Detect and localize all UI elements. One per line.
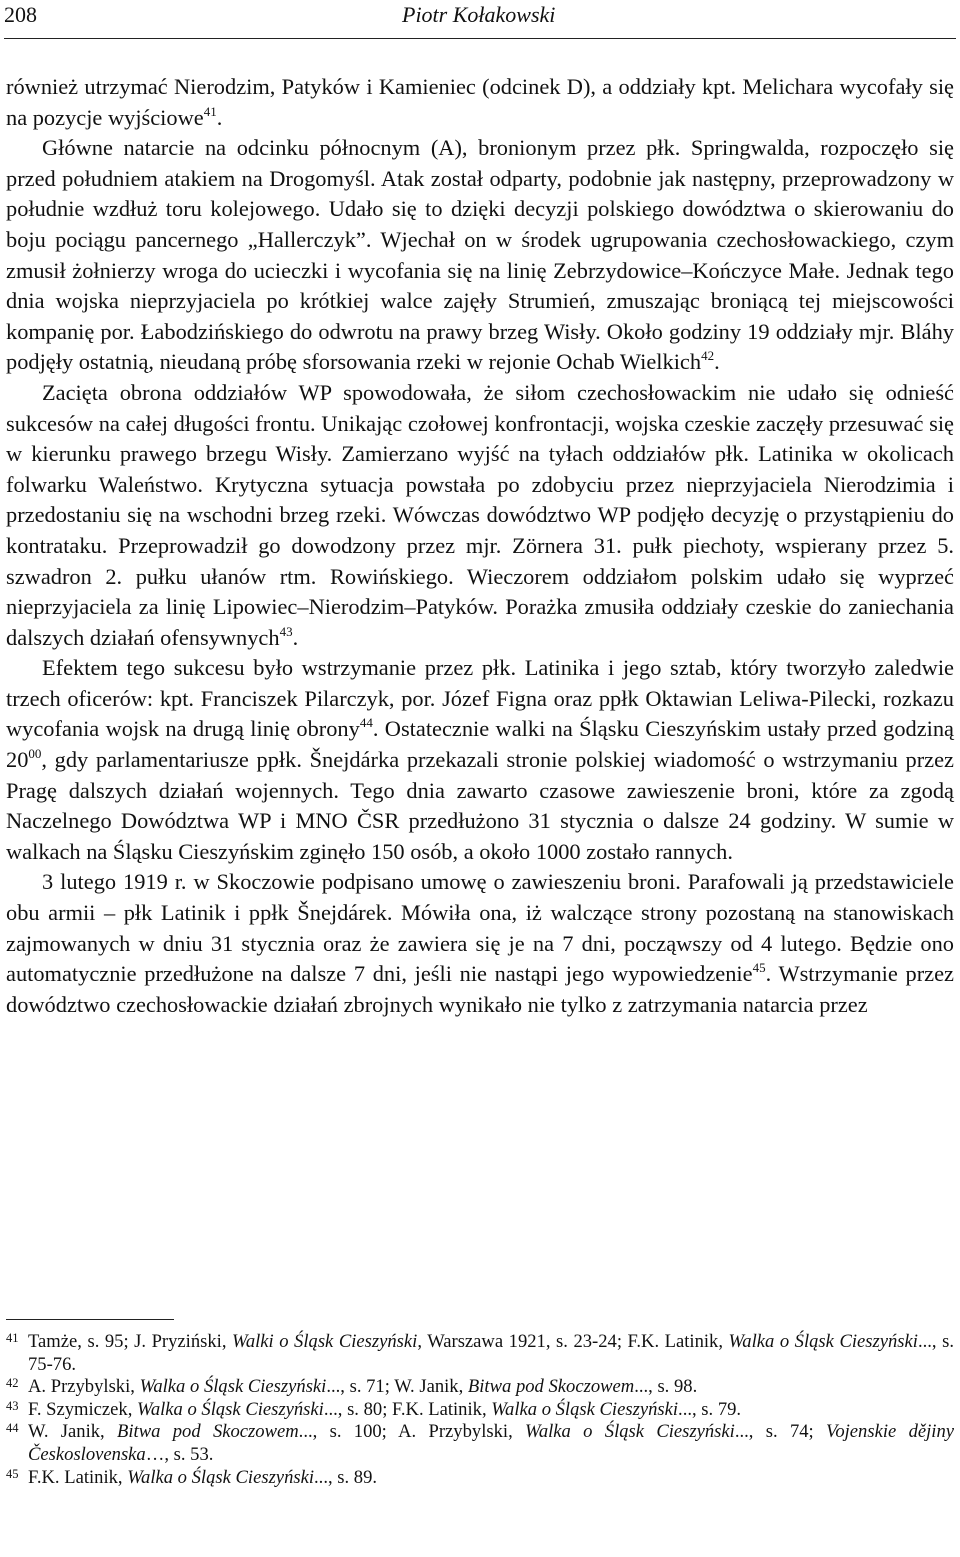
body-text xyxy=(6,72,954,1020)
text-run: Główne natarcie na odcinku północnym (A), bronionym przez płk. Springwalda, rozpoczęło się przed południem atakiem na Drogomyśl. Atak został odparty, podobnie jak następny, przeprowadzony w południe wzdłuż toru kolejowego. Udało się to dzięki decyzji polskiego dowództwa o skierowaniu do boju pociągu pancernego „Hallerczyk”. Wjechał on w środek ugrupowania czechosłowackiego, czym zmusił żołnierzy wroga do ucieczki i wycofania się na linię Zebrzydowice–Kończyce Małe. Jednak tego dnia wojska nieprzyjaciela po krótkiej walce zajęły Strumień, zmuszając broniącą tej miejscowości kompanię por. Łabodzińskiego do odwrotu na prawy brzeg Wisły. Około godziny 19 oddziały mjr. Bláhy podjęły ostatnią, nieudaną próbę sforsowania rzeki w rejonie Ochab Wielkich xyxy=(6,135,954,375)
book-title: Walka o Śląsk Cieszyński xyxy=(139,1376,327,1398)
paragraph xyxy=(6,653,954,867)
footnote-number: 41 xyxy=(6,1331,19,1345)
text-run: ..., s. 89. xyxy=(314,1466,378,1488)
footnote-ref[interactable]: 41 xyxy=(203,103,217,119)
text-run: ..., s. 80; F.K. Latinik, xyxy=(323,1398,492,1420)
book-title: Bitwa pod Skoczowem xyxy=(467,1376,635,1398)
text-run: . xyxy=(714,349,720,375)
paragraph xyxy=(6,378,954,653)
text-run: F. Szymiczek, xyxy=(28,1398,138,1420)
footnote-ref[interactable]: 44 xyxy=(359,715,373,731)
book-title: Walka o Śląsk Cieszyński xyxy=(525,1421,735,1443)
book-title: Walka o Śląsk Cieszyński xyxy=(728,1331,918,1352)
page-number: 208 xyxy=(4,2,37,27)
running-header xyxy=(4,0,956,39)
text-run: ..., s. 79. xyxy=(678,1398,742,1420)
text-run: . xyxy=(292,624,299,650)
footnote-ref[interactable]: 45 xyxy=(752,960,766,976)
text-run: …, s. 53. xyxy=(145,1443,214,1465)
paragraph xyxy=(6,133,954,378)
footnote-number: 44 xyxy=(6,1421,19,1436)
text-run: . xyxy=(216,104,223,130)
text-run: ..., s. 71; W. Janik, xyxy=(326,1376,468,1398)
book-title: Walka o Śląsk Cieszyński xyxy=(491,1398,679,1420)
footnote-number: 45 xyxy=(6,1466,19,1481)
text-run: . Ostatecznie walki na Śląsku Cieszyńskim ustały przed godziną 20 xyxy=(6,716,954,773)
footnote-ref[interactable]: 42 xyxy=(701,348,715,364)
text-run: Zacięta obrona oddziałów WP spowodowała, że siłom czechosłowackim nie udało się odnieść sukcesów na całej długości frontu. Unikając czołowej konfrontacji, wojska czeskie zaczęły przesuwać się w kierunku prawego brzegu Wisły. Zamierzano wyjść na tyłach oddziałów płk. Latinika w okolicach folwarku Waleństwo. Krytyczna sytuacja powstała po zdobyciu przez nieprzyjaciela Nierodzimia i przedostaniu się na wschodni brzeg rzeki. Wówczas dowództwo WP podjęło decyzję o przystąpieniu do kontrataku. Przeprowadził go dowodzony przez mjr. Zörnera 31. pułk piechoty, wspierany przez 5. szwadron 2. pułku ułanów rtm. Rowińskiego. Wieczorem oddziałom polskim udało się wyprzeć nieprzyjaciela za linię Lipowiec–Nierodzim–Patyków. Porażka zmusiła oddziały czeskie do zaniechania dalszych działań ofensywnych xyxy=(6,379,954,650)
text-run: ..., s. 75-76. xyxy=(28,1331,954,1375)
text-run: ..., s. 100; A. Przybylski, xyxy=(298,1421,526,1443)
book-title: Walka o Śląsk Cieszyński xyxy=(137,1398,324,1420)
book-title: Walka o Śląsk Cieszyński xyxy=(127,1466,315,1488)
footnote xyxy=(6,1331,954,1376)
footnote xyxy=(6,1376,954,1399)
footnote-number: 43 xyxy=(6,1398,19,1413)
footnote xyxy=(6,1399,954,1422)
paragraph xyxy=(6,72,954,133)
paragraph xyxy=(6,867,954,1020)
text-run: ..., s. 74; xyxy=(734,1421,827,1443)
text-run: Efektem tego sukcesu było wstrzymanie przez płk. Latinika i jego sztab, który tworzyło zaledwie trzech oficerów: kpt. Franciszek Pilarczyk, por. Józef Figna oraz ppłk Oktawian Leliwa-Pilecki, rozkazu wycofania wojsk na drugą linię obrony xyxy=(6,655,954,742)
text-run: Tamże, s. 95; J. Pryziński, xyxy=(28,1331,233,1352)
footnotes xyxy=(6,1331,954,1489)
text-run: również utrzymać Nierodzim, Patyków i Kamieniec (odcinek D), a oddziały kpt. Melichara wycofały się na pozycje wyjściowe xyxy=(6,74,954,130)
text-run: A. Przybylski, xyxy=(28,1376,140,1398)
text-run: . Wstrzymanie przez dowództwo czechosłowackie działań zbrojnych wynikało nie tylko z zatrzymania natarcia przez xyxy=(6,961,954,1017)
time-superscript: 00 xyxy=(28,746,42,762)
book-title: Walki o Śląsk Cieszyński xyxy=(232,1331,418,1352)
footnote xyxy=(6,1421,954,1466)
text-run: , gdy parlamentariusze ppłk. Šnejdárka przekazali stronie polskiej wiadomość o wstrzymaniu przez Pragę dalszych działań wojennych. Tego dnia zawarto czasowe zawieszenie broni, które za zgodą Naczelnego Dowództwa WP i MNO ČSR przedłużono 31 stycznia o dalsze 24 godziny. W sumie w walkach na Śląsku Cieszyńskim zginęło 150 osób, a około 1000 zostało rannych. xyxy=(6,747,954,864)
running-header-author: Piotr Kołakowski xyxy=(402,2,556,27)
text-run: W. Janik, xyxy=(28,1421,118,1443)
book-title: Bitwa pod Skoczowem xyxy=(117,1421,299,1443)
footnote xyxy=(6,1467,954,1490)
book-title: Vojenskie dějiny Československa xyxy=(28,1421,955,1465)
text-run: ..., s. 98. xyxy=(634,1376,698,1398)
footnote-number: 42 xyxy=(6,1376,19,1391)
footnote-ref[interactable]: 43 xyxy=(279,623,293,639)
footnote-divider xyxy=(6,1319,174,1320)
text-run: F.K. Latinik, xyxy=(28,1466,128,1488)
text-run: 3 lutego 1919 r. w Skoczowie podpisano umowę o zawieszeniu broni. Parafowali ją przedstawiciele obu armii – płk Latinik i ppłk Šnejdárek. Mówiła ona, iż walczące strony pozostaną na stanowiskach zajmowanych w dniu 31 stycznia oraz że zawiera się je na 7 dni, począwszy od 4 lutego. Będzie ono automatycznie przedłużone na dalsze 7 dni, jeśli nie nastąpi jego wypowiedzenie xyxy=(6,869,954,987)
text-run: , Warszawa 1921, s. 23-24; F.K. Latinik, xyxy=(417,1331,729,1352)
